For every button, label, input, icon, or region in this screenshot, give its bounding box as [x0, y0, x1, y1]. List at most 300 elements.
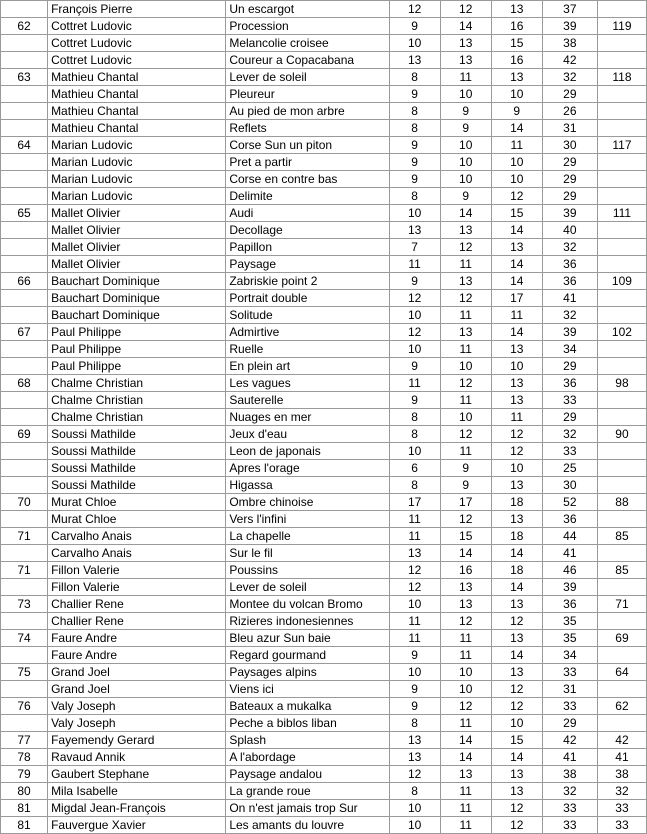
score-3-cell: 13	[491, 766, 542, 783]
title-cell: Coureur a Copacabana	[226, 52, 389, 69]
score-1-cell: 9	[389, 86, 440, 103]
title-cell: Leon de japonais	[226, 443, 389, 460]
score-3-cell: 11	[491, 307, 542, 324]
score-1-cell: 11	[389, 630, 440, 647]
score-1-cell: 9	[389, 137, 440, 154]
score-1-cell: 10	[389, 341, 440, 358]
score-1-cell: 10	[389, 205, 440, 222]
score-2-cell: 13	[440, 596, 491, 613]
photo-total-cell: 41	[542, 749, 597, 766]
table-row	[1, 69, 647, 86]
score-1-cell: 13	[389, 545, 440, 562]
table-row	[1, 630, 647, 647]
score-2-cell: 10	[440, 409, 491, 426]
author-cell: Carvalho Anais	[48, 528, 226, 545]
score-2-cell: 16	[440, 562, 491, 579]
rank-cell: 68	[1, 375, 48, 392]
title-cell: Nuages en mer	[226, 409, 389, 426]
score-3-cell: 14	[491, 324, 542, 341]
photo-total-cell: 29	[542, 409, 597, 426]
score-2-cell: 10	[440, 664, 491, 681]
score-1-cell: 12	[389, 1, 440, 18]
title-cell: Pret a partir	[226, 154, 389, 171]
table-row	[1, 766, 647, 783]
author-cell: Mathieu Chantal	[48, 69, 226, 86]
table-row	[1, 239, 647, 256]
author-cell: Murat Chloe	[48, 494, 226, 511]
score-3-cell: 10	[491, 358, 542, 375]
table-row	[1, 120, 647, 137]
score-3-cell: 18	[491, 528, 542, 545]
table-row	[1, 18, 647, 35]
score-3-cell: 10	[491, 171, 542, 188]
score-2-cell: 10	[440, 681, 491, 698]
score-3-cell: 12	[491, 613, 542, 630]
author-total-cell	[597, 307, 646, 324]
author-cell: Cottret Ludovic	[48, 35, 226, 52]
rank-cell	[1, 222, 48, 239]
score-2-cell: 12	[440, 698, 491, 715]
author-total-cell: 33	[597, 800, 646, 817]
author-cell: Mathieu Chantal	[48, 120, 226, 137]
score-1-cell: 12	[389, 766, 440, 783]
author-total-cell: 111	[597, 205, 646, 222]
photo-total-cell: 34	[542, 341, 597, 358]
score-2-cell: 11	[440, 817, 491, 834]
score-3-cell: 14	[491, 545, 542, 562]
title-cell: Poussins	[226, 562, 389, 579]
score-1-cell: 8	[389, 715, 440, 732]
score-3-cell: 11	[491, 137, 542, 154]
photo-total-cell: 30	[542, 477, 597, 494]
score-2-cell: 9	[440, 477, 491, 494]
photo-total-cell: 37	[542, 1, 597, 18]
rank-cell	[1, 188, 48, 205]
score-1-cell: 11	[389, 375, 440, 392]
title-cell: Un escargot	[226, 1, 389, 18]
author-total-cell	[597, 188, 646, 205]
author-cell: Mallet Olivier	[48, 222, 226, 239]
author-cell: Fayemendy Gerard	[48, 732, 226, 749]
score-2-cell: 13	[440, 273, 491, 290]
score-3-cell: 10	[491, 86, 542, 103]
author-total-cell	[597, 545, 646, 562]
title-cell: A l'abordage	[226, 749, 389, 766]
author-total-cell	[597, 154, 646, 171]
author-cell: Paul Philippe	[48, 341, 226, 358]
score-2-cell: 11	[440, 800, 491, 817]
table-row	[1, 647, 647, 664]
title-cell: Au pied de mon arbre	[226, 103, 389, 120]
author-total-cell	[597, 460, 646, 477]
author-cell: Mallet Olivier	[48, 205, 226, 222]
title-cell: Corse Sun un piton	[226, 137, 389, 154]
title-cell: Melancolie croisee	[226, 35, 389, 52]
author-total-cell	[597, 647, 646, 664]
score-2-cell: 11	[440, 443, 491, 460]
score-1-cell: 9	[389, 273, 440, 290]
score-1-cell: 13	[389, 222, 440, 239]
score-2-cell: 9	[440, 188, 491, 205]
table-row	[1, 579, 647, 596]
photo-total-cell: 30	[542, 137, 597, 154]
score-2-cell: 11	[440, 307, 491, 324]
title-cell: La chapelle	[226, 528, 389, 545]
author-total-cell	[597, 681, 646, 698]
score-1-cell: 13	[389, 749, 440, 766]
author-cell: Faure Andre	[48, 630, 226, 647]
author-cell: Mathieu Chantal	[48, 103, 226, 120]
score-1-cell: 9	[389, 171, 440, 188]
rank-cell	[1, 1, 48, 18]
author-total-cell: 118	[597, 69, 646, 86]
title-cell: Sur le fil	[226, 545, 389, 562]
author-total-cell	[597, 120, 646, 137]
table-row	[1, 732, 647, 749]
photo-total-cell: 33	[542, 800, 597, 817]
table-row	[1, 664, 647, 681]
score-1-cell: 13	[389, 52, 440, 69]
author-total-cell: 41	[597, 749, 646, 766]
score-2-cell: 13	[440, 52, 491, 69]
score-1-cell: 12	[389, 290, 440, 307]
author-cell: Valy Joseph	[48, 715, 226, 732]
score-2-cell: 10	[440, 358, 491, 375]
score-2-cell: 13	[440, 579, 491, 596]
table-row	[1, 800, 647, 817]
score-3-cell: 12	[491, 188, 542, 205]
author-cell: Mallet Olivier	[48, 239, 226, 256]
author-total-cell	[597, 477, 646, 494]
author-cell: Murat Chloe	[48, 511, 226, 528]
author-total-cell: 71	[597, 596, 646, 613]
author-total-cell	[597, 239, 646, 256]
author-total-cell: 98	[597, 375, 646, 392]
rank-cell: 69	[1, 426, 48, 443]
title-cell: Bleu azur Sun baie	[226, 630, 389, 647]
rank-cell: 62	[1, 18, 48, 35]
table-row	[1, 307, 647, 324]
rank-cell: 74	[1, 630, 48, 647]
author-cell: Gaubert Stephane	[48, 766, 226, 783]
author-total-cell: 38	[597, 766, 646, 783]
score-1-cell: 10	[389, 664, 440, 681]
rank-cell	[1, 511, 48, 528]
photo-total-cell: 32	[542, 69, 597, 86]
author-cell: Migdal Jean-François	[48, 800, 226, 817]
score-2-cell: 11	[440, 256, 491, 273]
photo-total-cell: 35	[542, 613, 597, 630]
title-cell: Jeux d'eau	[226, 426, 389, 443]
author-total-cell	[597, 103, 646, 120]
score-3-cell: 13	[491, 630, 542, 647]
table-row	[1, 154, 647, 171]
photo-total-cell: 29	[542, 358, 597, 375]
score-3-cell: 18	[491, 494, 542, 511]
title-cell: Regard gourmand	[226, 647, 389, 664]
rank-cell	[1, 256, 48, 273]
title-cell: Les vagues	[226, 375, 389, 392]
author-total-cell: 62	[597, 698, 646, 715]
score-1-cell: 9	[389, 647, 440, 664]
score-1-cell: 6	[389, 460, 440, 477]
score-3-cell: 13	[491, 375, 542, 392]
photo-total-cell: 29	[542, 188, 597, 205]
score-2-cell: 11	[440, 69, 491, 86]
table-row	[1, 205, 647, 222]
score-1-cell: 8	[389, 120, 440, 137]
rank-cell	[1, 341, 48, 358]
table-row	[1, 256, 647, 273]
author-total-cell	[597, 613, 646, 630]
photo-total-cell: 29	[542, 171, 597, 188]
rank-cell	[1, 154, 48, 171]
score-3-cell: 12	[491, 443, 542, 460]
score-3-cell: 12	[491, 817, 542, 834]
score-3-cell: 18	[491, 562, 542, 579]
score-2-cell: 12	[440, 426, 491, 443]
title-cell: Ruelle	[226, 341, 389, 358]
table-row	[1, 511, 647, 528]
photo-total-cell: 36	[542, 375, 597, 392]
table-row	[1, 52, 647, 69]
title-cell: Lever de soleil	[226, 579, 389, 596]
rank-cell: 64	[1, 137, 48, 154]
rank-cell	[1, 613, 48, 630]
author-cell: Fillon Valerie	[48, 579, 226, 596]
score-2-cell: 9	[440, 120, 491, 137]
photo-total-cell: 32	[542, 783, 597, 800]
author-cell: Chalme Christian	[48, 375, 226, 392]
score-3-cell: 15	[491, 35, 542, 52]
results-table-body	[1, 1, 647, 834]
score-3-cell: 10	[491, 460, 542, 477]
photo-total-cell: 39	[542, 324, 597, 341]
photo-total-cell: 39	[542, 18, 597, 35]
score-2-cell: 10	[440, 171, 491, 188]
photo-total-cell: 29	[542, 154, 597, 171]
score-3-cell: 13	[491, 341, 542, 358]
score-2-cell: 14	[440, 545, 491, 562]
table-row	[1, 171, 647, 188]
score-3-cell: 17	[491, 290, 542, 307]
score-3-cell: 13	[491, 511, 542, 528]
title-cell: Viens ici	[226, 681, 389, 698]
score-1-cell: 12	[389, 562, 440, 579]
author-cell: Mallet Olivier	[48, 256, 226, 273]
rank-cell	[1, 358, 48, 375]
title-cell: Corse en contre bas	[226, 171, 389, 188]
score-2-cell: 9	[440, 103, 491, 120]
score-3-cell: 12	[491, 800, 542, 817]
rank-cell: 70	[1, 494, 48, 511]
table-row	[1, 375, 647, 392]
title-cell: Admirtive	[226, 324, 389, 341]
author-cell: Grand Joel	[48, 681, 226, 698]
author-cell: Marian Ludovic	[48, 188, 226, 205]
score-1-cell: 8	[389, 188, 440, 205]
title-cell: Paysages alpins	[226, 664, 389, 681]
rank-cell: 75	[1, 664, 48, 681]
score-1-cell: 8	[389, 426, 440, 443]
title-cell: Splash	[226, 732, 389, 749]
title-cell: Pleureur	[226, 86, 389, 103]
title-cell: Ombre chinoise	[226, 494, 389, 511]
table-row	[1, 103, 647, 120]
author-cell: Chalme Christian	[48, 392, 226, 409]
author-total-cell	[597, 443, 646, 460]
score-3-cell: 14	[491, 120, 542, 137]
table-row	[1, 817, 647, 834]
author-total-cell: 33	[597, 817, 646, 834]
score-1-cell: 11	[389, 528, 440, 545]
rank-cell	[1, 171, 48, 188]
score-3-cell: 10	[491, 154, 542, 171]
photo-total-cell: 25	[542, 460, 597, 477]
title-cell: Decollage	[226, 222, 389, 239]
title-cell: Delimite	[226, 188, 389, 205]
author-total-cell: 85	[597, 562, 646, 579]
rank-cell	[1, 545, 48, 562]
author-cell: Challier Rene	[48, 596, 226, 613]
photo-total-cell: 33	[542, 392, 597, 409]
photo-total-cell: 31	[542, 120, 597, 137]
table-row	[1, 222, 647, 239]
score-1-cell: 9	[389, 681, 440, 698]
table-row	[1, 273, 647, 290]
score-1-cell: 8	[389, 477, 440, 494]
photo-total-cell: 33	[542, 817, 597, 834]
author-total-cell	[597, 511, 646, 528]
author-total-cell	[597, 392, 646, 409]
photo-total-cell: 33	[542, 698, 597, 715]
author-total-cell: 90	[597, 426, 646, 443]
score-1-cell: 10	[389, 817, 440, 834]
photo-total-cell: 29	[542, 715, 597, 732]
author-total-cell	[597, 52, 646, 69]
rank-cell: 71	[1, 562, 48, 579]
score-1-cell: 9	[389, 392, 440, 409]
score-3-cell: 12	[491, 681, 542, 698]
score-1-cell: 9	[389, 358, 440, 375]
photo-total-cell: 35	[542, 630, 597, 647]
score-1-cell: 10	[389, 307, 440, 324]
rank-cell: 77	[1, 732, 48, 749]
title-cell: Rizieres indonesiennes	[226, 613, 389, 630]
author-total-cell	[597, 715, 646, 732]
rank-cell: 65	[1, 205, 48, 222]
photo-total-cell: 41	[542, 290, 597, 307]
author-cell: Bauchart Dominique	[48, 290, 226, 307]
rank-cell	[1, 681, 48, 698]
score-3-cell: 14	[491, 222, 542, 239]
table-row	[1, 392, 647, 409]
author-cell: Soussi Mathilde	[48, 460, 226, 477]
score-3-cell: 12	[491, 426, 542, 443]
table-row	[1, 86, 647, 103]
score-3-cell: 16	[491, 18, 542, 35]
title-cell: En plein art	[226, 358, 389, 375]
score-2-cell: 11	[440, 715, 491, 732]
author-cell: Valy Joseph	[48, 698, 226, 715]
score-2-cell: 12	[440, 1, 491, 18]
table-row	[1, 613, 647, 630]
photo-total-cell: 31	[542, 681, 597, 698]
score-2-cell: 11	[440, 783, 491, 800]
title-cell: Higassa	[226, 477, 389, 494]
score-2-cell: 9	[440, 460, 491, 477]
author-total-cell	[597, 35, 646, 52]
score-2-cell: 10	[440, 137, 491, 154]
score-3-cell: 12	[491, 698, 542, 715]
score-2-cell: 11	[440, 647, 491, 664]
rank-cell: 81	[1, 817, 48, 834]
table-row	[1, 477, 647, 494]
table-row	[1, 545, 647, 562]
author-cell: Fauvergue Xavier	[48, 817, 226, 834]
score-2-cell: 13	[440, 324, 491, 341]
author-cell: Faure Andre	[48, 647, 226, 664]
score-1-cell: 8	[389, 409, 440, 426]
author-total-cell: 88	[597, 494, 646, 511]
author-cell: Fillon Valerie	[48, 562, 226, 579]
score-2-cell: 11	[440, 392, 491, 409]
score-3-cell: 10	[491, 715, 542, 732]
table-row	[1, 324, 647, 341]
author-cell: Bauchart Dominique	[48, 307, 226, 324]
score-3-cell: 13	[491, 392, 542, 409]
score-1-cell: 10	[389, 800, 440, 817]
title-cell: Peche a biblos liban	[226, 715, 389, 732]
photo-total-cell: 32	[542, 239, 597, 256]
score-3-cell: 13	[491, 1, 542, 18]
title-cell: Lever de soleil	[226, 69, 389, 86]
author-total-cell	[597, 86, 646, 103]
photo-total-cell: 36	[542, 511, 597, 528]
author-total-cell	[597, 171, 646, 188]
photo-total-cell: 38	[542, 766, 597, 783]
rank-cell	[1, 715, 48, 732]
author-total-cell	[597, 222, 646, 239]
author-total-cell: 32	[597, 783, 646, 800]
score-1-cell: 9	[389, 698, 440, 715]
rank-cell	[1, 120, 48, 137]
score-3-cell: 13	[491, 239, 542, 256]
table-row	[1, 528, 647, 545]
photo-total-cell: 32	[542, 307, 597, 324]
score-1-cell: 10	[389, 35, 440, 52]
title-cell: Bateaux a mukalka	[226, 698, 389, 715]
rank-cell: 80	[1, 783, 48, 800]
author-cell: Paul Philippe	[48, 324, 226, 341]
score-3-cell: 11	[491, 409, 542, 426]
table-row	[1, 341, 647, 358]
rank-cell: 66	[1, 273, 48, 290]
rank-cell	[1, 103, 48, 120]
score-1-cell: 17	[389, 494, 440, 511]
author-total-cell: 42	[597, 732, 646, 749]
author-cell: Ravaud Annik	[48, 749, 226, 766]
score-1-cell: 9	[389, 154, 440, 171]
photo-total-cell: 36	[542, 273, 597, 290]
score-3-cell: 16	[491, 52, 542, 69]
table-row	[1, 443, 647, 460]
author-total-cell	[597, 290, 646, 307]
rank-cell	[1, 52, 48, 69]
photo-total-cell: 33	[542, 443, 597, 460]
score-2-cell: 15	[440, 528, 491, 545]
score-1-cell: 9	[389, 18, 440, 35]
